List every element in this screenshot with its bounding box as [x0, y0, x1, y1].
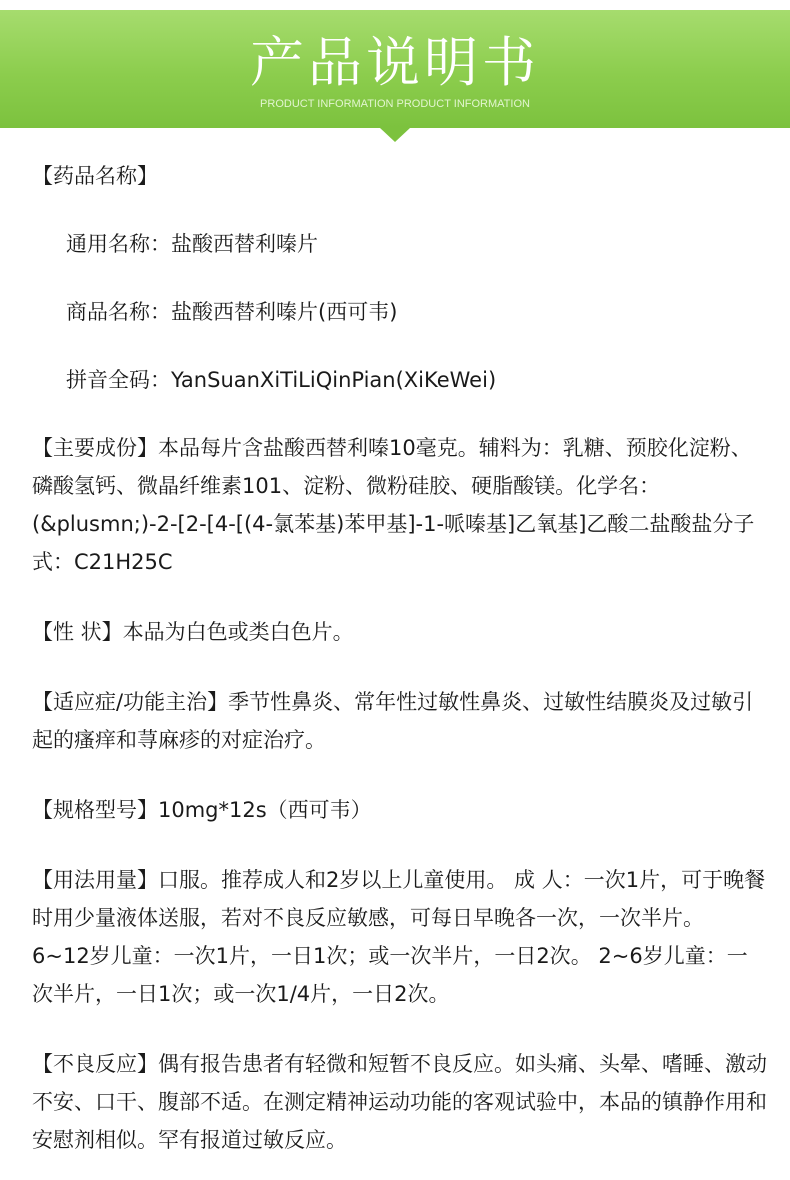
section-label: 【用法用量】	[32, 868, 158, 892]
section-label: 【适应症/功能主治】	[32, 690, 229, 714]
trade-name: 商品名称：盐酸西替利嗪片(西可韦)	[66, 300, 398, 324]
section-label: 【规格型号】	[32, 798, 158, 822]
section-text: 季节性鼻炎、常年性过敏性鼻炎、过敏性结膜炎及过敏引起的瘙痒和荨麻疹的对症治疗。	[32, 690, 754, 752]
section-drug-name	[32, 157, 767, 195]
product-info-body	[32, 157, 767, 1159]
section-usage	[32, 861, 767, 1013]
section-label: 【主要成份】	[32, 436, 158, 460]
section-label: 【性 状】	[32, 620, 123, 644]
section-adverse	[32, 1045, 767, 1159]
section-text: 口服。推荐成人和2岁以上儿童使用。 成 人：一次1片，可于晚餐时用少量液体送服，若对不良反应敏感，可每日早晚各一次，一次半片。 6~12岁儿童：一次1片，一日1次；或一次半片，一日2次。 2~6岁儿童：一次半片，一日1次；或一次1/4片，一日2次。	[32, 868, 766, 1006]
section-label: 【不良反应】	[32, 1052, 158, 1076]
header-banner	[0, 10, 790, 128]
section-spec	[32, 791, 767, 829]
page-title: 产品说明书	[250, 31, 540, 94]
section-text: 偶有报告患者有轻微和短暂不良反应。如头痛、头晕、嗜睡、激动不安、口干、腹部不适。在测定精神运动功能的客观试验中，本品的镇静作用和安慰剂相似。罕有报道过敏反应。	[32, 1052, 767, 1152]
section-text: 本品为白色或类白色片。	[122, 620, 354, 644]
generic-name: 通用名称：盐酸西替利嗪片	[66, 232, 318, 256]
banner-pointer	[380, 128, 410, 142]
section-label: 【药品名称】	[32, 164, 158, 188]
section-text: 10mg*12s（西可韦）	[158, 798, 372, 822]
section-text: 本品每片含盐酸西替利嗪10毫克。辅料为：乳糖、预胶化淀粉、磷酸氢钙、微晶纤维素101、淀粉、微粉硅胶、硬脂酸镁。化学名：(&plusmn;)-2-[2-[4-[(4-氯苯基)苯甲基]-1-哌嗪基]乙氧基]乙酸二盐酸盐分子式：C21H25C	[32, 436, 755, 574]
page-subtitle: PRODUCT INFORMATION PRODUCT INFORMATION	[260, 98, 530, 110]
section-properties	[32, 613, 767, 651]
pinyin-code: 拼音全码：YanSuanXiTiLiQinPian(XiKeWei)	[66, 368, 497, 392]
section-ingredients	[32, 429, 767, 581]
section-indications	[32, 683, 767, 759]
